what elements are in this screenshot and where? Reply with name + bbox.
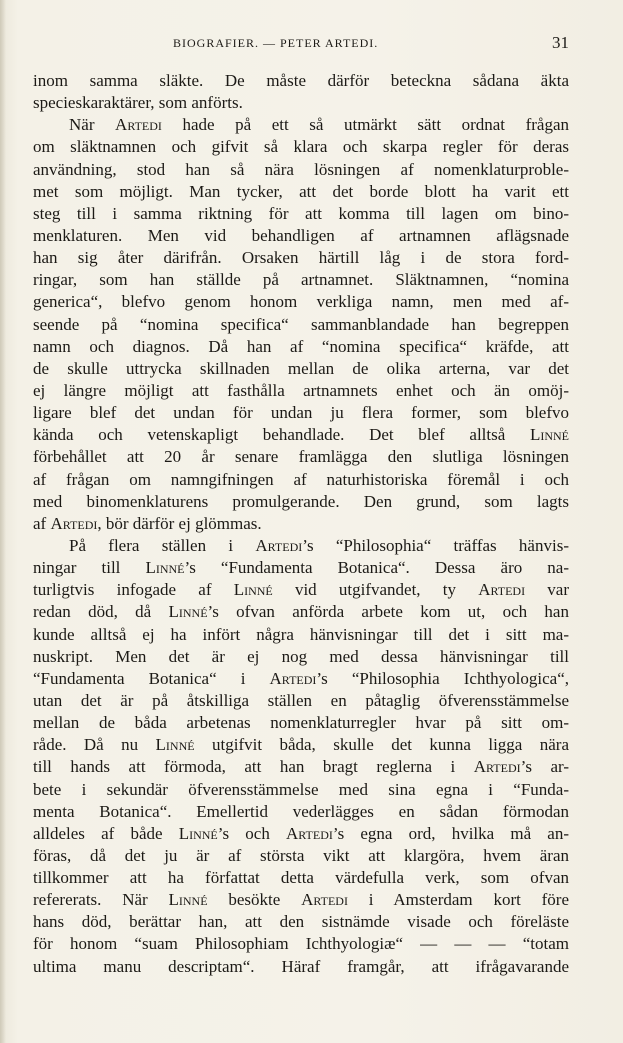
text-line (33, 469, 569, 491)
text-line (33, 380, 569, 402)
text-segment: förbehållet att 20 år senare framlägga den slutliga lösningen (33, 447, 569, 467)
text-segment: ligare blef det undan för undan ju flera former, som blefvo (33, 403, 569, 423)
text-segment: ningar till (33, 558, 146, 578)
text-line (33, 336, 569, 358)
text-line (33, 203, 569, 225)
text-segment: menklaturen. Men vid behandligen af artnamnen aflägsnade (33, 225, 569, 245)
text-segment: steg till i samma riktning för att komma till lagen om bino- (33, 203, 569, 223)
text-line (33, 734, 569, 756)
text-segment: På flera ställen i (69, 535, 256, 555)
text-line (33, 889, 569, 911)
text-line (33, 92, 569, 114)
text-segment: besökte (207, 890, 302, 910)
text-segment: refererats. När (33, 890, 169, 910)
text-line (33, 624, 569, 646)
small-caps-name: Artedi (255, 535, 303, 555)
page-gutter-shadow (0, 0, 6, 1043)
text-segment: bete i sekundär öfverensstämmelse med sina egna i “Funda- (33, 779, 569, 799)
text-line (33, 491, 569, 513)
text-segment: specieskaraktärer, som anförts. (33, 93, 243, 113)
text-segment: ’s ar- (520, 757, 569, 777)
text-segment: vid utgifvandet, ty (272, 580, 479, 600)
text-line (33, 823, 569, 845)
text-segment: ultima manu descriptam“. Häraf framgår, att ifrågavarande (33, 956, 569, 976)
text-line (33, 291, 569, 313)
text-line (33, 136, 569, 158)
small-caps-name: Artedi (285, 823, 333, 843)
text-line (33, 225, 569, 247)
page-number: 31 (552, 33, 569, 52)
text-line (33, 668, 569, 690)
text-line (33, 690, 569, 712)
text-line (33, 424, 569, 446)
small-caps-name: Linné (168, 890, 208, 910)
text-line (33, 402, 569, 424)
text-line (33, 159, 569, 181)
text-segment: för honom “suam Philosophiam Ichthyologiæ“ — — — “totam (33, 934, 569, 954)
small-caps-name: Linné (145, 558, 185, 578)
text-segment: föras, då det ju är af största vikt att klargöra, hvem äran (33, 845, 569, 865)
text-segment: var (525, 580, 570, 600)
text-segment: med binomenklaturens promulgerande. Den grund, som lagts (33, 491, 569, 511)
text-line (33, 70, 569, 92)
text-segment: generica“, blefvo genom honom verkliga namn, men med af- (33, 292, 569, 312)
text-line (33, 314, 569, 336)
text-line (33, 601, 569, 623)
text-segment: turligtvis infogade af (33, 580, 234, 600)
text-segment: ’s och (217, 823, 286, 843)
small-caps-name: Artedi (473, 757, 521, 777)
text-segment: om släktnamnen och gifvit så klara och skarpa regler för deras (33, 137, 569, 157)
text-segment: mellan de båda arbetenas nomenklaturregler hvar på sitt om- (33, 713, 569, 733)
small-caps-name: Linné (168, 602, 208, 622)
text-segment: ’s “Fundamenta Botanica“. Dessa äro na- (184, 558, 570, 578)
text-line (33, 535, 569, 557)
text-segment: tillkommer att ha författat detta värdefulla verk, som ofvan (33, 868, 569, 888)
text-segment: i Amsterdam kort före (347, 890, 569, 910)
small-caps-name: Linné (233, 580, 273, 600)
text-segment: ej längre möjligt att fasthålla artnamnets enhet och än omöj- (33, 380, 569, 400)
text-segment: ’s “Philosophia Ichthyologica“, (316, 668, 569, 688)
text-segment: met som möjligt. Man tycker, att det borde blott ha varit ett (33, 181, 569, 201)
running-head (33, 33, 569, 56)
text-line (33, 933, 569, 955)
text-line (33, 114, 569, 136)
text-segment: seende på “nomina specifica“ sammanblandade han begreppen (33, 314, 569, 334)
text-segment: ’s ofvan anförda arbete kom ut, och han (207, 602, 569, 622)
small-caps-name: Artedi (50, 513, 98, 533)
text-segment: hans död, berättar han, att den sistnämde visade och föreläste (33, 912, 569, 932)
text-segment: nuskript. Men det är ej nog med dessa hänvisningar till (33, 646, 569, 666)
text-segment: , bör därför ej glömmas. (97, 513, 262, 533)
small-caps-name: Linné (155, 735, 195, 755)
text-line (33, 269, 569, 291)
text-segment: kända och vetenskapligt behandlade. Det blef alltså (33, 425, 530, 445)
text-line (33, 801, 569, 823)
text-segment: menta Botanica“. Emellertid vederlägges en sådan förmodan (33, 801, 569, 821)
text-segment: ’s “Philosophia“ träffas hänvis- (302, 535, 569, 555)
text-segment: råde. Då nu (33, 735, 156, 755)
text-segment: inom samma släkte. De måste därför beteckna sådana äkta (33, 71, 569, 90)
text-segment: till hands att förmoda, att han bragt reglerna i (33, 757, 474, 777)
text-segment: hade på ett så utmärkt sätt ordnat frågan (161, 115, 569, 135)
small-caps-name: Artedi (301, 890, 348, 910)
small-caps-name: Linné (529, 425, 569, 445)
text-segment: alldeles af både (33, 823, 179, 843)
small-caps-name: Artedi (478, 580, 526, 600)
text-segment: han sig åter därifrån. Orsaken härtill låg i de stora ford- (33, 248, 569, 268)
text-segment: ’s egna ord, hvilka må an- (332, 823, 570, 843)
text-segment: utgifvit båda, skulle det kunna ligga nära (194, 735, 569, 755)
text-segment: de skulle uttrycka skillnaden mellan de olika arterna, var det (33, 358, 569, 378)
text-line (33, 779, 569, 801)
small-caps-name: Artedi (115, 115, 162, 135)
text-segment: namn och diagnos. Då han af “nomina specifica“ kräfde, att (33, 336, 569, 356)
text-segment: kunde alltså ej ha infört några hänvisningar till det i sitt ma- (33, 624, 569, 644)
text-line (33, 756, 569, 778)
text-segment: utan det är på åtskilliga ställen en påtaglig öfverensstämmelse (33, 690, 569, 710)
text-line (33, 956, 569, 978)
text-line (33, 513, 569, 535)
text-line (33, 712, 569, 734)
small-caps-name: Linné (178, 823, 218, 843)
text-line (33, 557, 569, 579)
text-segment: ringar, som han ställde på artnamnet. Släktnamnen, “nomina (33, 270, 569, 290)
text-line (33, 358, 569, 380)
text-segment: “Fundamenta Botanica“ i (33, 668, 270, 688)
text-segment: användning, stod han så nära lösningen af nomenklaturproble- (33, 159, 569, 179)
text-line (33, 911, 569, 933)
text-segment: redan död, då (33, 602, 169, 622)
small-caps-name: Artedi (269, 668, 317, 688)
text-line (33, 247, 569, 269)
text-line (33, 867, 569, 889)
text-line (33, 579, 569, 601)
text-line (33, 446, 569, 468)
running-title: BIOGRAFIER. — PETER ARTEDI. (173, 36, 379, 50)
text-line (33, 181, 569, 203)
text-segment: af (33, 513, 51, 533)
text-segment: af frågan om namngifningen af naturhistoriska föremål i och (33, 469, 569, 489)
body-text (33, 70, 569, 978)
text-line (33, 845, 569, 867)
text-line (33, 646, 569, 668)
text-segment: När (69, 115, 116, 135)
